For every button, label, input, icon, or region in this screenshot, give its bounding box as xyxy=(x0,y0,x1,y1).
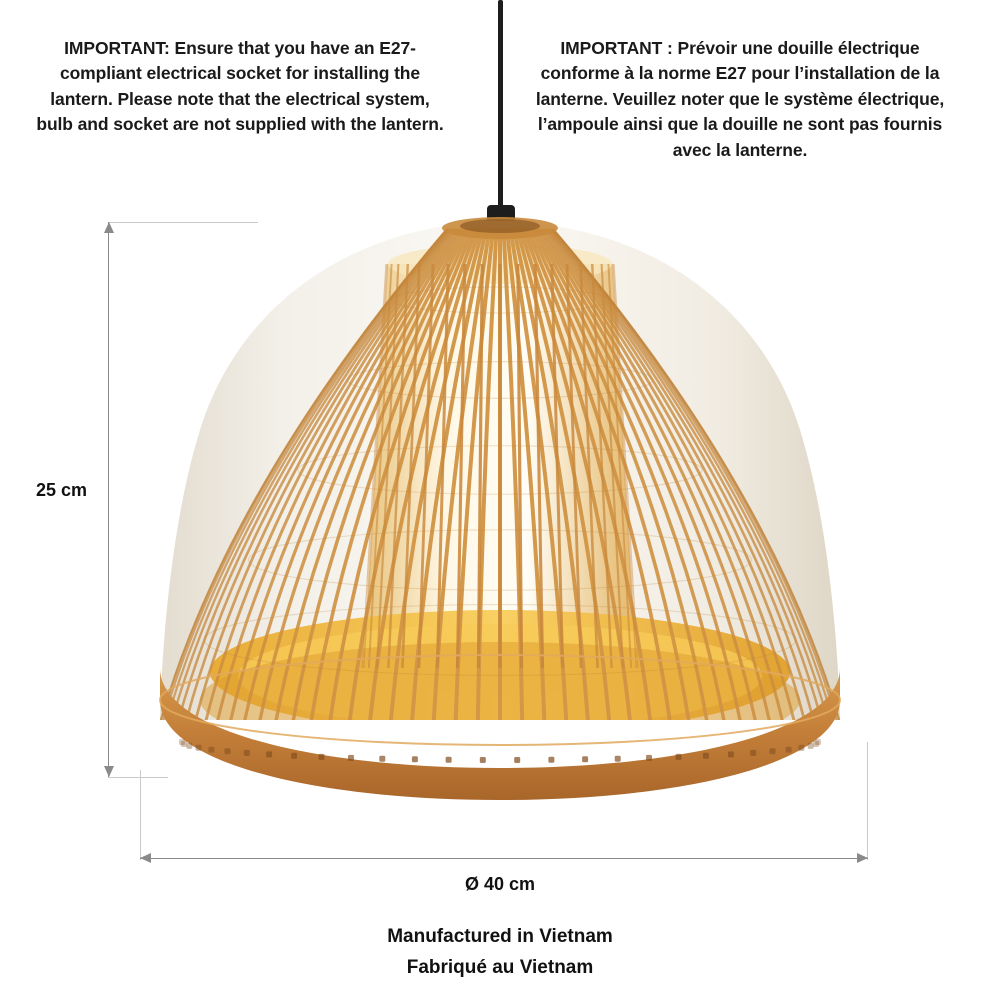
manufactured-in-english: Manufactured in Vietnam xyxy=(387,926,613,947)
dimension-tick-top xyxy=(108,222,258,223)
diameter-arrow-right-icon xyxy=(857,853,868,863)
dimension-tick-bottom xyxy=(108,777,168,778)
dimension-tick-right xyxy=(867,742,868,860)
important-notice-french: IMPORTANT : Prévoir une douille électrique conforme à la norme E27 pour l’installation de la lanterne. Veuillez noter que le système électrique, l’ampoule ainsi que la douille ne sont pas fournis avec la lanterne. xyxy=(535,38,945,160)
important-notice-english: IMPORTANT: Ensure that you have an E27-compliant electrical socket for installing the lantern. Please note that the electrical system, bulb and socket are not supplied with the lantern. xyxy=(36,38,444,135)
diameter-dimension-label: Ø 40 cm xyxy=(464,874,536,894)
manufactured-in-french: Fabriqué au Vietnam xyxy=(406,957,594,978)
height-dimension-line xyxy=(108,222,109,777)
height-dimension-label: 25 cm xyxy=(36,480,88,500)
diameter-arrow-left-icon xyxy=(140,853,151,863)
height-arrow-up-icon xyxy=(104,222,114,233)
height-arrow-down-icon xyxy=(104,766,114,777)
diameter-dimension-line xyxy=(140,858,868,859)
dimension-tick-left xyxy=(140,770,141,860)
